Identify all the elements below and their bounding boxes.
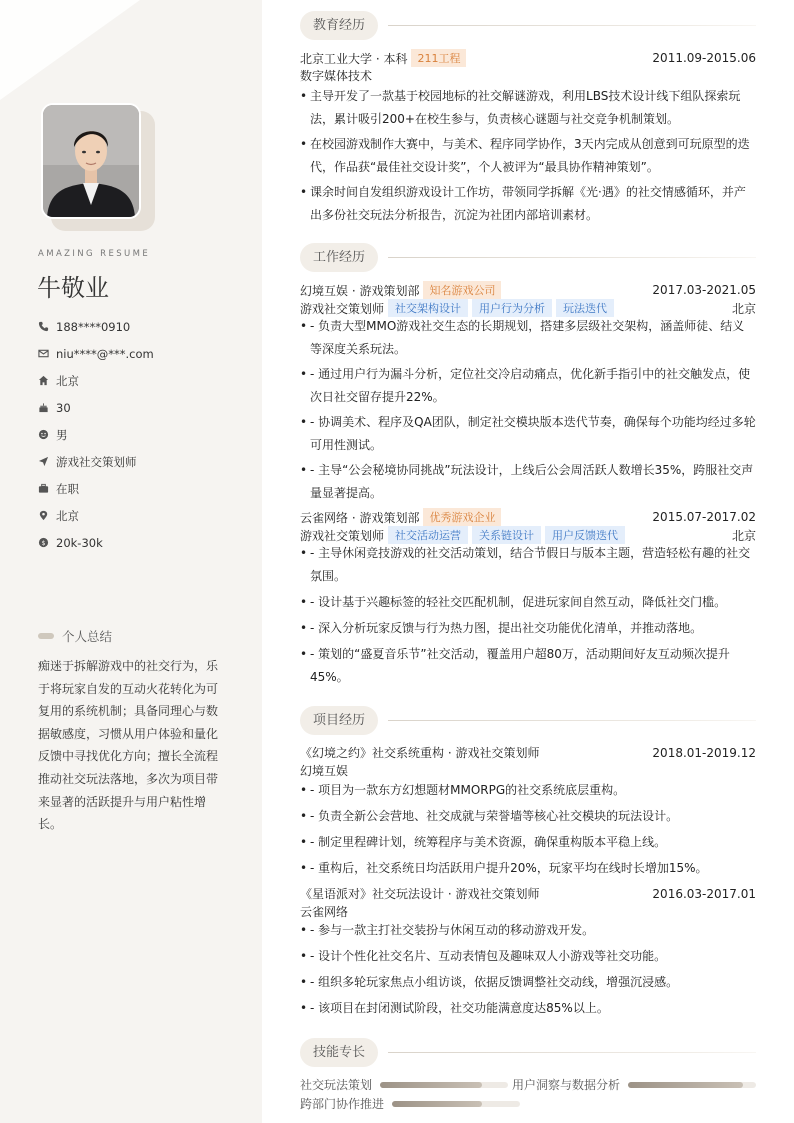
info-gender-text: 男 bbox=[56, 427, 68, 442]
company-tag: 知名游戏公司 bbox=[423, 281, 501, 299]
info-email bbox=[38, 340, 154, 367]
info-salary bbox=[38, 529, 154, 556]
school-name: 北京工业大学 · 本科 bbox=[300, 51, 408, 66]
info-status-text: 在职 bbox=[56, 481, 79, 496]
info-phone-text: 188****0910 bbox=[56, 319, 131, 334]
avatar bbox=[41, 103, 143, 221]
phone-icon bbox=[38, 321, 49, 332]
skills-heading bbox=[300, 1038, 756, 1067]
job-role: 游戏社交策划师 bbox=[300, 528, 385, 543]
personal-info-list bbox=[38, 313, 154, 556]
skill-tag: 玩法迭代 bbox=[556, 299, 614, 317]
summary-heading bbox=[38, 627, 112, 645]
info-job-title bbox=[38, 448, 154, 475]
project-bullet: • - 设计个性化社交名片、互动表情包及趣味双人小游戏等社交功能。 bbox=[300, 945, 756, 968]
home-icon bbox=[38, 375, 49, 386]
education-bullet: • 主导开发了一款基于校园地标的社交解谜游戏，利用LBS技术设计线下组队探索玩法，累计吸引200+在校生参与，负责核心谜题与社交竞争机制策划。 bbox=[300, 85, 756, 131]
skill-bar bbox=[628, 1082, 756, 1088]
mail-icon bbox=[38, 348, 49, 359]
info-phone bbox=[38, 313, 154, 340]
skill-bar-fill bbox=[628, 1082, 743, 1088]
info-age-text: 30 bbox=[56, 400, 71, 415]
education-bullet: • 在校园游戏制作大赛中，与美术、程序同学协作，3天内完成从创意到可玩原型的迭代，作品获“最佳社交设计奖”，个人被评为“最具协作精神策划”。 bbox=[300, 133, 756, 179]
project-name: 《星语派对》社交玩法设计 · 游戏社交策划师 bbox=[300, 887, 540, 901]
avatar-image bbox=[43, 105, 139, 217]
education-major-row bbox=[300, 67, 756, 84]
summary-text: 痴迷于拆解游戏中的社交行为，乐于将玩家自发的互动火花转化为可复用的系统机制；具备同理心与数据敏感度，习惯从用户体验和量化反馈中寻找优化方向；擅长全流程推动社交玩法落地，多次为项目带来显著的活跃提升与用户粘性增长。 bbox=[38, 659, 219, 832]
info-residence bbox=[38, 367, 154, 394]
skill-tag: 社交架构设计 bbox=[388, 299, 468, 317]
project-bullet: • - 负责全新公会营地、社交成就与荣誉墙等核心社交模块的玩法设计。 bbox=[300, 805, 756, 828]
project-org-row bbox=[300, 762, 756, 779]
cake-icon bbox=[38, 402, 49, 413]
job-bullet: • - 协调美术、程序及QA团队，制定社交模块版本迭代节奏，确保每个功能均经过多轮可用性测试。 bbox=[300, 411, 756, 457]
section-divider bbox=[388, 25, 756, 26]
job-city: 北京 bbox=[731, 528, 756, 543]
skill-tag: 关系链设计 bbox=[472, 526, 541, 544]
project-org: 云雀网络 bbox=[300, 905, 349, 919]
decorative-shape bbox=[0, 0, 262, 110]
project-bullet: • - 重构后，社交系统日均活跃用户提升20%，玩家平均在线时长增加15%。 bbox=[300, 857, 756, 880]
project-date: 2016.03-2017.01 bbox=[652, 886, 756, 901]
svg-text:$: $ bbox=[41, 538, 46, 547]
candidate-name: 牛敬业 bbox=[37, 274, 109, 302]
job-company: 云雀网络 · 游戏策划部 bbox=[300, 510, 420, 525]
section-divider bbox=[388, 257, 756, 258]
job-header bbox=[300, 508, 756, 526]
skill-item bbox=[300, 1095, 520, 1112]
education-bullet: • 课余时间自发组织游戏设计工作坊，带领同学拆解《光·遇》的社交情感循环，并产出多份社交玩法分析报告，沉淀为社团内部培训素材。 bbox=[300, 181, 756, 227]
job-bullet: • - 深入分析玩家反馈与行为热力图，提出社交功能优化清单，并推动落地。 bbox=[300, 617, 756, 640]
skill-tag: 用户行为分析 bbox=[472, 299, 552, 317]
job-bullet: • - 负责大型MMO游戏社交生态的长期规划，搭建多层级社交架构，涵盖师徒、结义等深度关系玩法。 bbox=[300, 315, 756, 361]
info-residence-text: 北京 bbox=[56, 373, 79, 388]
job-role: 游戏社交策划师 bbox=[300, 301, 385, 316]
project-bullet: • - 制定里程碑计划，统筹程序与美术资源，确保重构版本平稳上线。 bbox=[300, 831, 756, 854]
info-status bbox=[38, 475, 154, 502]
skill-item bbox=[300, 1076, 508, 1093]
send-icon bbox=[38, 456, 49, 467]
skill-bar bbox=[380, 1082, 508, 1088]
project-header bbox=[300, 885, 756, 902]
project-bullet: • - 组织多轮玩家焦点小组访谈，依据反馈调整社交动线，增强沉浸感。 bbox=[300, 971, 756, 994]
education-major: 数字媒体技术 bbox=[300, 69, 373, 83]
school-tag: 211工程 bbox=[411, 49, 466, 67]
briefcase-icon bbox=[38, 483, 49, 494]
job-bullet: • - 主导“公会秘境协同挑战”玩法设计，上线后公会周活跃人数增长35%，跨服社交声量显著提高。 bbox=[300, 459, 756, 505]
info-salary-text: 20k-30k bbox=[56, 535, 103, 550]
skill-name: 跨部门协作推进 bbox=[300, 1097, 385, 1111]
info-gender bbox=[38, 421, 154, 448]
sidebar bbox=[0, 0, 262, 1123]
skill-tag: 用户反馈迭代 bbox=[545, 526, 625, 544]
info-target-city bbox=[38, 502, 154, 529]
education-header bbox=[300, 49, 756, 67]
job-date: 2015.07-2017.02 bbox=[652, 510, 756, 524]
gender-icon bbox=[38, 429, 49, 440]
project-bullet: • - 该项目在封闭测试阶段，社交功能满意度达85%以上。 bbox=[300, 997, 756, 1020]
job-bullet: • - 策划的“盛夏音乐节”社交活动，覆盖用户超80万，活动期间好友互动频次提升45%。 bbox=[300, 643, 756, 689]
project-org-row bbox=[300, 903, 756, 920]
skills-title: 技能专长 bbox=[300, 1038, 378, 1067]
job-date: 2017.03-2021.05 bbox=[652, 283, 756, 297]
skill-item bbox=[512, 1076, 756, 1093]
company-tag: 优秀游戏企业 bbox=[423, 508, 501, 526]
skill-bar-fill bbox=[380, 1082, 482, 1088]
projects-heading bbox=[300, 706, 756, 735]
project-header bbox=[300, 744, 756, 761]
heading-bar bbox=[38, 633, 54, 639]
job-company: 幻境互娱 · 游戏策划部 bbox=[300, 283, 420, 298]
section-divider bbox=[388, 720, 756, 721]
job-city: 北京 bbox=[731, 301, 756, 316]
skill-name: 用户洞察与数据分析 bbox=[512, 1078, 621, 1092]
job-bullet: • - 通过用户行为漏斗分析，定位社交冷启动痛点，优化新手指引中的社交触发点，使次日社交留存提升22%。 bbox=[300, 363, 756, 409]
skill-name: 社交玩法策划 bbox=[300, 1078, 373, 1092]
project-bullet: • - 项目为一款东方幻想题材MMORPG的社交系统底层重构。 bbox=[300, 779, 756, 802]
main-content bbox=[300, 0, 756, 1123]
work-title: 工作经历 bbox=[300, 243, 378, 272]
resume-tagline: AMAZING RESUME bbox=[38, 249, 151, 259]
job-header bbox=[300, 281, 756, 299]
location-pin-icon bbox=[38, 510, 49, 521]
info-job-title-text: 游戏社交策划师 bbox=[56, 454, 137, 469]
project-bullet: • - 参与一款主打社交装扮与休闲互动的移动游戏开发。 bbox=[300, 919, 756, 942]
job-bullet: • - 设计基于兴趣标签的轻社交匹配机制，促进玩家间自然互动，降低社交门槛。 bbox=[300, 591, 756, 614]
info-target-city-text: 北京 bbox=[56, 508, 79, 523]
project-date: 2018.01-2019.12 bbox=[652, 745, 756, 760]
skill-bar-fill bbox=[392, 1101, 482, 1107]
skill-bar bbox=[392, 1101, 520, 1107]
project-name: 《幻境之约》社交系统重构 · 游戏社交策划师 bbox=[300, 746, 540, 760]
education-title: 教育经历 bbox=[300, 11, 378, 40]
job-bullet: • - 主导休闲竞技游戏的社交活动策划，结合节假日与版本主题，营造轻松有趣的社交氛围。 bbox=[300, 542, 756, 588]
education-heading bbox=[300, 11, 756, 40]
info-email-text: niu****@***.com bbox=[56, 346, 154, 361]
project-org: 幻境互娱 bbox=[300, 764, 349, 778]
info-age bbox=[38, 394, 154, 421]
section-divider bbox=[388, 1052, 756, 1053]
skill-tag: 社交活动运营 bbox=[388, 526, 468, 544]
summary-title: 个人总结 bbox=[62, 629, 113, 644]
projects-title: 项目经历 bbox=[300, 706, 378, 735]
work-heading bbox=[300, 243, 756, 272]
salary-icon bbox=[38, 537, 49, 548]
education-date: 2011.09-2015.06 bbox=[652, 51, 756, 65]
